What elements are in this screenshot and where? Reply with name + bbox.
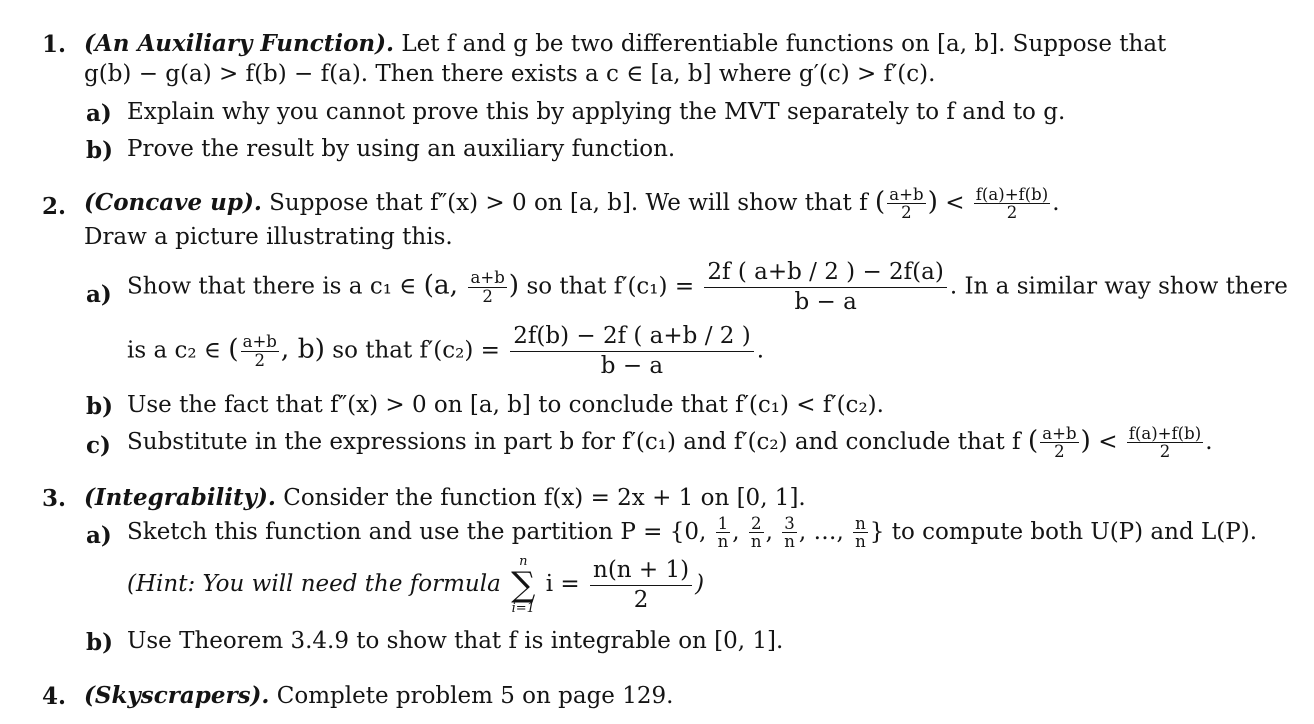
problem-2a-text-4: is a c₂ ∈ [127,337,221,364]
problem-3b-text: Use Theorem 3.4.9 to show that f is integrable on [0, 1]. [127,628,784,654]
fraction-2-over-n: $\frac{2}{n}$ [750,514,762,552]
problem-2-number: 2. [42,193,67,220]
problem-4-statement-1: Complete problem 5 on page 129. [276,683,674,709]
problem-1-number: 1. [42,31,67,58]
problem-2a-line-1: Show that there is a c₁ ∈ (a, $\frac{a+b}{2}$ ) so that f′(c₁) = $\frac{2f ( a+b / 2 ) - 2f(a)}{b - a}$ . In a similar way show there [127,259,1288,315]
problem-1-title: (An Auxiliary Function). [84,30,395,57]
fraction-gauss-sum: $\frac{n(n + 1)}{2}$ [590,556,692,615]
problem-3-statement-1: Consider the function f(x) = 2x + 1 on [0, 1]. [283,485,806,511]
problem-2a-text-2: so that f′(c₁) = [526,273,695,300]
problem-4-number: 4. [42,683,67,710]
fraction-3-over-n: $\frac{3}{n}$ [784,514,795,552]
fraction-average: $\frac{f(a)+f(b)}{2}$ [975,185,1049,223]
problem-3a-line-1: Sketch this function and use the partition P = {0, $\frac{1}{n}$ , $\frac{2}{n}$ , $\frac{3}{n}$ , …, $\frac{n}{n}$ } to compute both U(P) and L(P). [127,514,1258,552]
problem-3-line-1 [84,485,806,511]
problem-2a-text-1: Show that there is a c₁ ∈ [127,273,417,300]
problem-3-number: 3. [42,485,67,512]
problem-2-title: (Concave up). [84,188,262,216]
problem-1a-label: a) [86,100,112,127]
problem-1b-text: Prove the result by using an auxiliary function. [127,136,676,162]
fraction-midpoint-2a-b: $\frac{a+b}{2}$ [242,332,277,370]
problem-3a-text-1: Sketch this function and use the partition P = {0, [127,518,707,545]
fraction-midpoint: $\frac{a+b}{2}$ [889,185,924,223]
fraction-1-over-n: $\frac{1}{n}$ [717,514,729,552]
problem-2c-text: Substitute in the expressions in part b for f′(c₁) and f′(c₂) and conclude that f [127,428,1021,455]
fraction-midpoint-2c: $\frac{a+b}{2}$ [1042,424,1077,462]
problem-2a-line-2: is a c₂ ∈ ( $\frac{a+b}{2}$ , b) so that f′(c₂) = $\frac{2f(b) - 2f ( a+b / 2 )}{b - a}$ . [127,323,764,379]
problem-2a-text-5: so that f′(c₂) = [332,337,500,364]
problem-4-line-1 [84,683,673,709]
fraction-n-over-n: $\frac{n}{n}$ [855,514,866,552]
fraction-midpoint-2a: $\frac{a+b}{2}$ [470,268,505,306]
problem-1a-text: Explain why you cannot prove this by applying the MVT separately to f and to g. [127,99,1066,125]
problem-2-statement-2: Draw a picture illustrating this. [84,224,453,250]
problem-2a-label: a) [86,281,112,308]
problem-3a-hint: (Hint: You will need the formula n ∑ i=1 i = $\frac{n(n + 1)}{2}$ ) [127,554,705,616]
hint-text: (Hint: You will need the formula [127,571,501,597]
summation-symbol: n ∑ i=1 [511,554,536,616]
problem-1b-label: b) [86,137,113,164]
problem-1-statement-2: g(b) − g(a) > f(b) − f(a). Then there exists a c ∈ [a, b] where g′(c) > f′(c). [84,61,936,87]
problem-2a-text-3: . In a similar way show there [949,273,1288,300]
problem-2c-line: Substitute in the expressions in part b for f′(c₁) and f′(c₂) and conclude that f ( $\frac{a+b}{2}$ ) < $\frac{f(a)+f(b)}{2}$ . [127,424,1213,462]
problem-2b-text: Use the fact that f″(x) > 0 on [a, b] to conclude that f′(c₁) < f′(c₂). [127,392,884,418]
fraction-slope-1: $\frac{2f ( a+b / 2 ) - 2f(a)}{b - a}$ [704,258,946,317]
problem-2c-label: c) [86,432,111,459]
problem-2-statement-1: Suppose that f″(x) > 0 on [a, b]. We will show that f [269,189,868,216]
problem-3b-label: b) [86,629,113,656]
problem-1-statement-1: Let f and g be two differentiable functions on [a, b]. Suppose that [401,31,1167,57]
problem-3-title: (Integrability). [84,484,276,511]
problem-1-line-1 [84,31,1166,57]
problem-3a-text-2: } to compute both U(P) and L(P). [869,518,1258,545]
problem-2-line-1: (Concave up). Suppose that f″(x) > 0 on [a, b]. We will show that f ( $\frac{a+b}{2}$ ) < $\frac{f(a)+f(b)}{2}$ . [84,185,1060,223]
problem-2b-label: b) [86,393,113,420]
fraction-slope-2: $\frac{2f(b) - 2f ( a+b / 2 )}{b - a}$ [510,322,753,381]
fraction-average-2c: $\frac{f(a)+f(b)}{2}$ [1128,424,1202,462]
problem-4-title: (Skyscrapers). [84,682,270,709]
problem-3a-label: a) [86,522,112,549]
